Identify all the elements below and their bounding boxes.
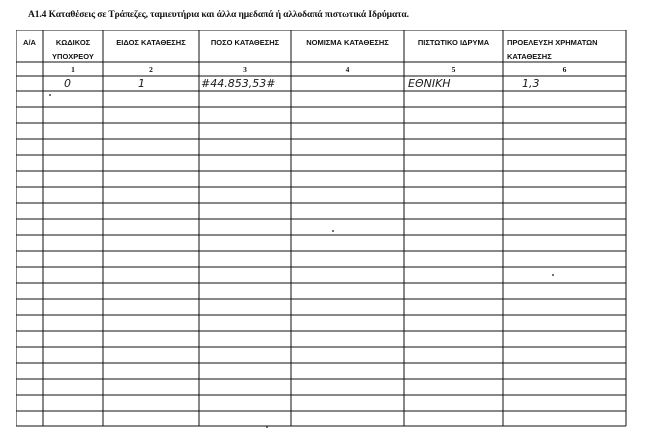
column-number-4: 4: [345, 65, 350, 74]
scan-speck: [332, 230, 334, 232]
scan-speck: [49, 94, 51, 96]
column-header-owner-code: ΚΩΔΙΚΟΣ ΥΠΟΧΡΕΟΥ: [52, 38, 94, 61]
column-header-currency: ΝΟΜΙΣΜΑ ΚΑΤΑΘΕΣΗΣ: [306, 38, 389, 47]
cell-owner-code: 0: [64, 77, 71, 90]
column-number-5: 5: [451, 65, 456, 74]
column-header-amount: ΠΟΣΟ ΚΑΤΑΘΕΣΗΣ: [210, 38, 280, 47]
cell-institution: ΕΘΝΙΚΗ: [408, 77, 451, 90]
column-number-2: 2: [149, 65, 153, 74]
column-header-origin: ΠΡΟΕΛΕΥΣΗ ΧΡΗΜΑΤΩΝ ΚΑΤΑΘΕΣΗΣ: [507, 38, 598, 61]
table-grid: [16, 30, 634, 430]
column-number-1: 1: [71, 65, 75, 74]
scan-speck: [266, 426, 268, 428]
column-header-aa: Α/Α: [23, 38, 36, 47]
cell-amount: #44.853,53#: [201, 77, 276, 90]
column-header-institution: ΠΙΣΤΩΤΙΚΟ ΙΔΡΥΜΑ: [417, 38, 490, 47]
section-heading: Α1.4 Καταθέσεις σε Τράπεζες, ταμιευτήρια και άλλα ημεδαπά ή αλλοδαπά πιστωτικά Ιδρύματα.: [28, 10, 409, 20]
column-header-deposit-type: ΕΙΔΟΣ ΚΑΤΑΘΕΣΗΣ: [116, 38, 186, 47]
cell-deposit-type: 1: [138, 77, 145, 90]
scan-speck: [552, 274, 554, 276]
column-number-3: 3: [243, 65, 247, 74]
cell-origin: 1,3: [522, 77, 540, 90]
deposits-table: [16, 30, 634, 430]
column-number-6: 6: [562, 65, 567, 74]
